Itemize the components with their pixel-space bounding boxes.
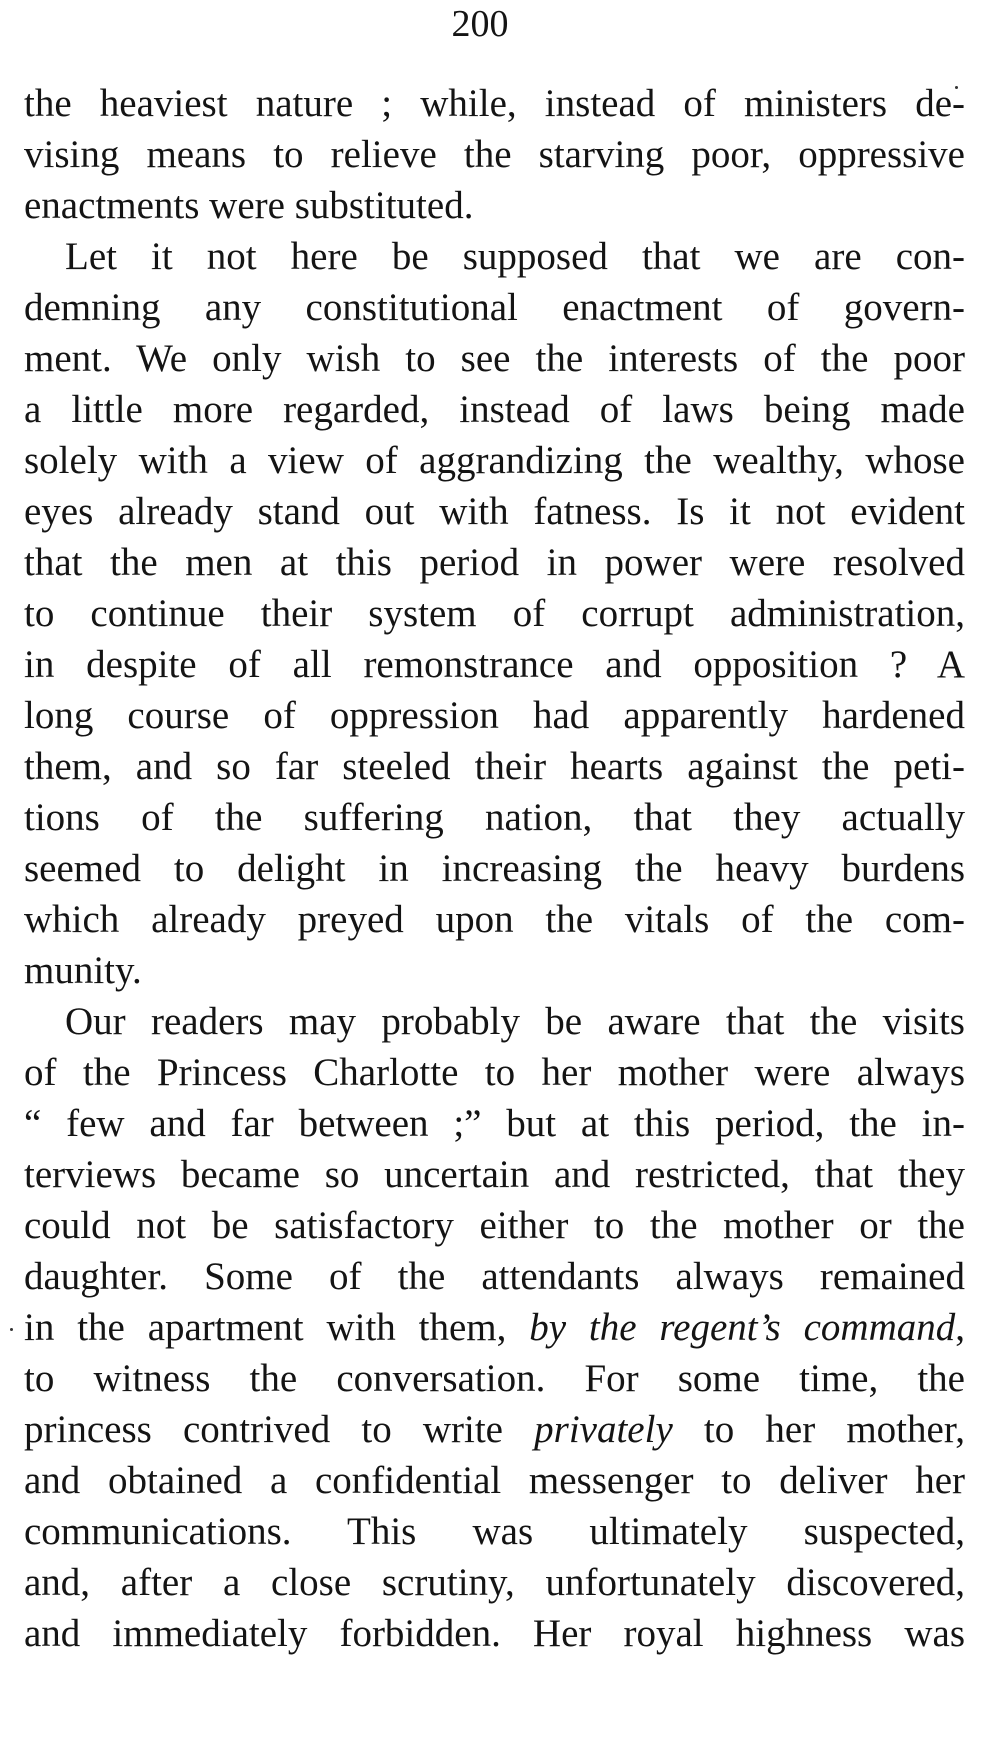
text-line: which already preyed upon the vitals of the com- — [24, 898, 965, 941]
text-line: solely with a view of aggrandizing the wealthy, whose — [24, 439, 965, 482]
text-line: that the men at this period in power were resolved — [24, 541, 965, 584]
text-line: in despite of all remonstrance and opposition ? A — [24, 643, 965, 686]
text-line: princess contrived to write privately to her mother, — [24, 1408, 965, 1451]
text-line: ment. We only wish to see the interests of the poor — [24, 337, 965, 380]
text-line: of the Princess Charlotte to her mother were always — [24, 1051, 965, 1094]
text-line: to witness the conversation. For some time, the — [24, 1357, 965, 1400]
italic-phrase: by the regent’s command — [529, 1306, 956, 1349]
text-line: enactments were substituted. — [24, 184, 474, 227]
text-line: communications. This was ultimately suspected, — [24, 1510, 965, 1553]
text-line: munity. — [24, 949, 142, 992]
paper-speck — [10, 1328, 13, 1331]
text-line: to continue their system of corrupt administration, — [24, 592, 965, 635]
text-line: Our readers may probably be aware that the visits — [65, 1000, 965, 1043]
page-number: 200 — [451, 3, 509, 45]
text-line: the heaviest nature ; while, instead of ministers de- — [24, 82, 965, 125]
text-line: seemed to delight in increasing the heavy burdens — [24, 847, 965, 890]
body-text — [24, 78, 965, 1659]
text-line: demning any constitutional enactment of govern- — [24, 286, 965, 329]
text-line: and, after a close scrutiny, unfortunately discovered, — [24, 1561, 965, 1604]
text-line: eyes already stand out with fatness. Is it not evident — [24, 490, 965, 533]
text-line: and immediately forbidden. Her royal highness was — [24, 1612, 965, 1655]
text-line: could not be satisfactory either to the mother or the — [24, 1204, 965, 1247]
text-line: vising means to relieve the starving poor, oppressive — [24, 133, 965, 176]
text-line: and obtained a confidential messenger to deliver her — [24, 1459, 965, 1502]
text-line: “ few and far between ;” but at this period, the in- — [24, 1102, 965, 1145]
text-line: tions of the suffering nation, that they actually — [24, 796, 965, 839]
text-line: a little more regarded, instead of laws being made — [24, 388, 965, 431]
text-line: Let it not here be supposed that we are con- — [65, 235, 965, 278]
italic-phrase: privately — [534, 1408, 673, 1451]
text-line: daughter. Some of the attendants always remained — [24, 1255, 965, 1298]
text-line: long course of oppression had apparently hardened — [24, 694, 965, 737]
text-line: in the apartment with them, by the regent’s command, — [24, 1306, 965, 1349]
text-line: them, and so far steeled their hearts against the peti- — [24, 745, 965, 788]
text-line: terviews became so uncertain and restricted, that they — [24, 1153, 965, 1196]
